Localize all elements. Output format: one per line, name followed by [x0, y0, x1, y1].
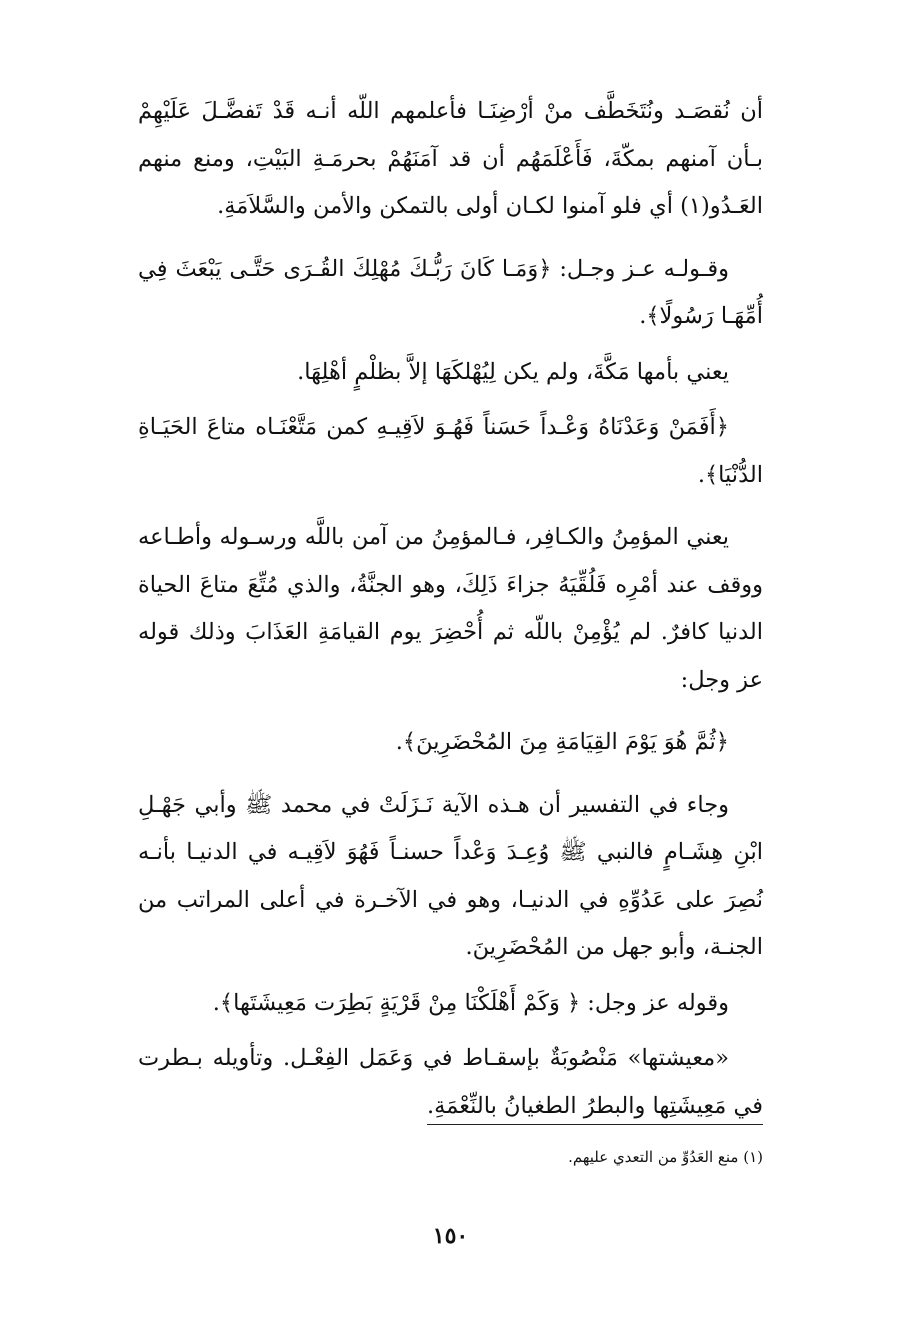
paragraph-9: «معيشتها» مَنْصُوبَةٌ بإسقـاط في وَعَمَل الفِعْـل. وتأويله بـطرت في مَعِيشَتِها والبطرُ الطغيانُ بالنِّعْمَةِ.	[138, 1045, 763, 1119]
paragraph-8-quran-verse: وقوله عز وجل: ﴿ وَكَمْ أَهْلَكْنَا مِنْ قَرْيَةٍ بَطِرَت مَعِيشَتَها﴾.	[212, 989, 729, 1016]
page-number: ١٥٠	[432, 1223, 469, 1249]
footnote-divider	[427, 1124, 763, 1125]
paragraph-6-quran-verse: ﴿ثُمَّ هُوَ يَوْمَ القِيَامَةِ مِنَ المُحْضَرِينَ﴾.	[395, 729, 729, 755]
page-body	[138, 88, 763, 1130]
paragraph-4-quran-verse: ﴿أَفَمَنْ وَعَدْنَاهُ وَعْـداً حَسَناً فَهُـوَ لاَقِيـهِ كمن مَتَّعْنَـاه متاعَ الحَيَـاةِ الدُّنْيَا﴾.	[138, 414, 763, 488]
paragraph-1: أن نُقصَـد ونُتَخَطَّف منْ أرْضِنَـا فأعلمهم اللّه أنـه قَدْ تَفضَّـلَ عَلَيْهِمْ بـأن آمنهم بمكّةَ، فَأَعْلَمَهُم أن قد آمَنَهُمْ بحرمَـةِ البَيْتِ، ومنع منهم العَـدُو(١) أي فلو آمنوا لكـان أولى بالتمكن والأمن والسَّلاَمَةِ.	[138, 98, 763, 219]
paragraph-7: وجاء في التفسير أن هـذه الآية نَـزَلَتْ في محمد ﷺ وأبي جَهْـلِ ابْنِ هِشَـامٍ فالنبي ﷺ وُعِـدَ وَعْداً حسنـاً فَهُوَ لاَقِيـه في الدنيـا بأنـه نُصِرَ على عَدُوِّهِ في الدنيـا، وهو في الآخـرة في أعلى المراتب من الجنـة، وأبو جهل من المُحْضَرِينَ.	[138, 791, 763, 960]
footnote: (١) منع العَدُوِّ من التعدي عليهم.	[568, 1148, 763, 1166]
paragraph-5: يعني المؤمِنُ والكـافِر، فـالمؤمِنُ من آمن باللَّه ورسـوله وأطـاعه ووقف عند أمْرِه فَلُقِّيَهُ جزاءَ ذَلِكَ، وهو الجنَّةُ، والذي مُتِّعَ متاعَ الحياة الدنيا كافرٌ. لم يُؤْمِنْ باللّه ثم أُحْضِرَ يوم القيامَةِ العَذَابَ وذلك قوله عز وجل:	[138, 524, 763, 693]
paragraph-3: يعني بأمها مَكَّةَ، ولم يكن لِيُهْلكَهَا إلاَّ بظلْمٍ أهْلِهَا.	[297, 358, 729, 385]
paragraph-2-quran-verse: وقـولـه عـز وجـل: ﴿وَمَـا كَانَ رَبُّـكَ مُهْلِكَ القُـرَى حَتَّـى يَبْعَثَ فِي أُمِّهَـا رَسُولًا﴾.	[138, 255, 763, 329]
